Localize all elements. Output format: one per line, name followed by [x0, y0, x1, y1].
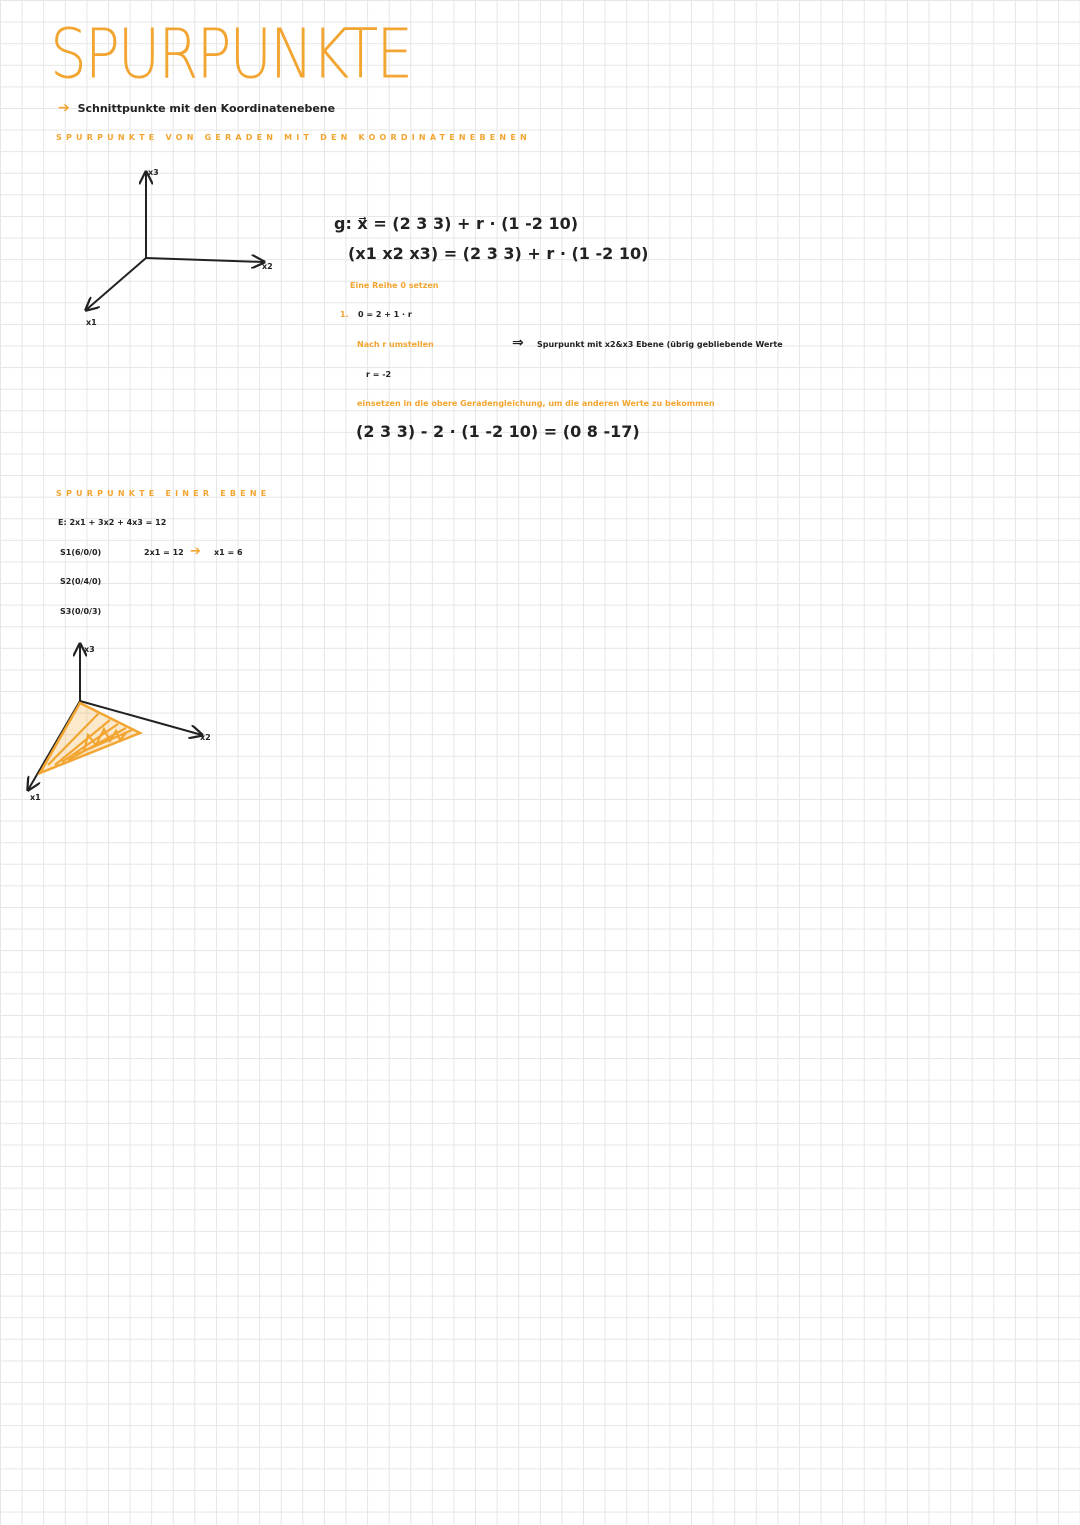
equation-zero: 0 = 2 + 1 · r	[358, 310, 412, 319]
step-set-zero: Eine Reihe 0 setzen	[350, 281, 439, 290]
step-substitute: einsetzen in die obere Geradengleichung, um die anderen Werte zu bekommen	[357, 399, 715, 408]
trace-point-s1: S1(6/0/0)	[60, 548, 102, 557]
line-equation-components: (x1 x2 x3) = (2 3 3) + r · (1 -2 10)	[348, 244, 649, 263]
axes-lines-1	[86, 172, 264, 310]
axis-label-x2: x2	[262, 262, 273, 271]
step-number: 1.	[340, 310, 349, 319]
result-equation: (2 3 3) - 2 · (1 -2 10) = (0 8 -17)	[356, 422, 640, 441]
arrow-right-icon: ➔	[190, 544, 201, 559]
plane-equation: E: 2x1 + 3x2 + 4x3 = 12	[58, 518, 167, 527]
axis2-label-x3: x3	[84, 645, 95, 654]
s1-result: x1 = 6	[214, 548, 243, 557]
axis-label-x3: x3	[148, 168, 159, 177]
axis2-label-x2: x2	[200, 733, 211, 742]
r-value: r = -2	[366, 370, 392, 379]
s1-calculation: 2x1 = 12	[144, 548, 184, 557]
trace-point-s2: S2(0/4/0)	[60, 577, 102, 586]
implies-arrow-icon: ⇒	[512, 335, 524, 351]
axis2-label-x1: x1	[30, 793, 41, 802]
axis-label-x1: x1	[86, 318, 97, 327]
subtitle-text: Schnittpunkte mit den Koordinatenebene	[77, 102, 336, 115]
page-title: SPURPUNKTE	[50, 14, 411, 95]
section2-heading: SPURPUNKTE EINER EBENE	[56, 489, 271, 498]
conclusion-text: Spurpunkt mit x2&x3 Ebene (übrig gebliebende Werte	[537, 340, 783, 349]
step-solve-r: Nach r umstellen	[357, 340, 434, 349]
line-equation: g: x⃗ = (2 3 3) + r · (1 -2 10)	[334, 214, 579, 233]
arrow-right-icon: ➔	[58, 100, 70, 116]
trace-point-s3: S3(0/0/3)	[60, 607, 102, 616]
section1-heading: SPURPUNKTE VON GERADEN MIT DEN KOORDINATENEBENEN	[56, 133, 531, 142]
